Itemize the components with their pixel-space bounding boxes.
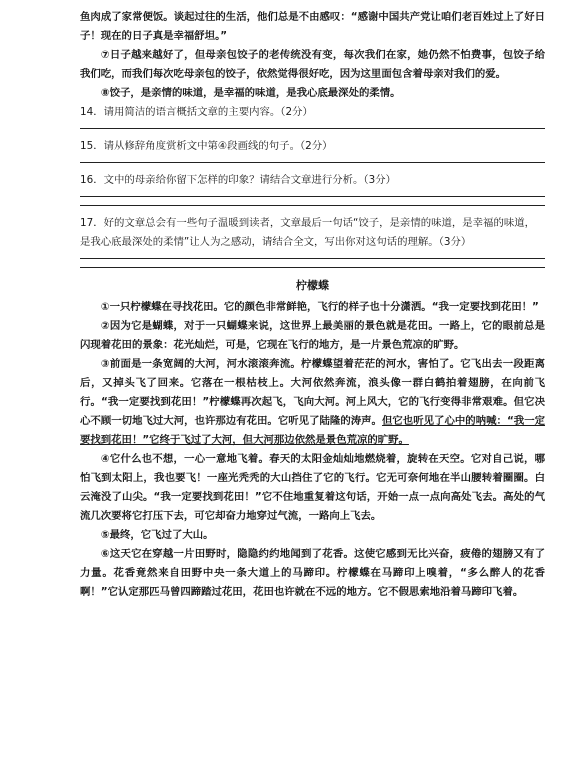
underlined-sentence: 但它也听见了心中的呐喊：“我一定要找到花田！”它终于飞过了大河，但大河那边依然是景色荒凉的旷野。 (80, 415, 546, 446)
article-paragraph-3 (80, 355, 545, 450)
answer-line-17b[interactable] (80, 267, 545, 268)
question-16: 16．文中的母亲给你留下怎样的印象？请结合文章进行分析。（3分） (80, 174, 396, 186)
paragraph-top-1: 鱼肉成了家常便饭。谈起过往的生活，他们总是不由感叹：“感谢中国共产党让咱们老百姓过上了好日子！现在的日子真是幸福舒坦。” (80, 11, 545, 42)
article-paragraph-2: ②因为它是蝴蝶，对于一只蝴蝶来说，这世界上最美丽的景色就是花田。一路上，它的眼前总是闪现着花田的景象：花光灿烂，可是，它现在飞行的地方，是一片景色荒凉的旷野。 (80, 320, 545, 351)
question-14: 14．请用简洁的语言概括文章的主要内容。（2分） (80, 106, 313, 118)
article-paragraph-6: ⑥这天它在穿越一片田野时，隐隐约约地闻到了花香。这使它感到无比兴奋，疲倦的翅膀又有了力量。花香竟然来自田野中央一条大道上的马蹄印。柠檬蝶在马蹄印上嗅着，“多么醉人的花香啊！”它认定那匹马曾四蹄踏过花田，花田也许就在不远的地方。它不假思索地沿着马蹄印飞着。 (80, 548, 545, 598)
paragraph-7: ⑦日子越来越好了，但母亲包饺子的老传统没有变，每次我们在家，她仍然不怕费事，包饺子给我们吃，而我们每次吃母亲包的饺子，依然觉得很好吃，因为这里面包含着母亲对我们的爱。 (80, 49, 545, 80)
answer-line-17a[interactable] (80, 258, 545, 259)
answer-line-16a[interactable] (80, 196, 545, 197)
article-paragraph-4: ④它什么也不想，一心一意地飞着。春天的太阳金灿灿地燃烧着，旋转在天空。它对自己说，哪怕飞到太阳上，我也要飞！一座光秃秃的大山挡住了它的飞行。它无可奈何地在半山腰转着圈圈。白云淹没了山尖。“我一定要找到花田！”它不住地重复着这句话，开始一点一点向高处飞去。高处的气流几次要将它打压下去，可它却奋力地穿过气流，一路向上飞去。 (80, 453, 545, 522)
article-paragraph-5: ⑤最终，它飞过了大山。 (100, 529, 214, 541)
article-paragraph-3-main: ③前面是一条宽阔的大河，河水滚滚奔流。柠檬蝶望着茫茫的河水，害怕了。它飞出去一段距离后，又掉头飞了回来。它落在一根枯枝上。大河依然奔流，浪头像一群白鹤拍着翅膀，在向前飞行。“我一定要找到花田！”柠檬蝶再次起飞，飞向大河。河上风大，它的飞行变得非常艰难。但它决心不顾一切地飞过大河，也许那边有花田。它听见了陆隆的涛声。 (80, 358, 545, 427)
answer-line-14[interactable] (80, 128, 545, 129)
question-17: 17．好的文章总会有一些句子温暖到读者，文章最后一句话“饺子，是亲情的味道，是幸福的味道，是我心底最深处的柔情”让人为之感动，请结合全文，写出你对这句话的理解。（3分） (80, 217, 536, 248)
answer-line-15[interactable] (80, 162, 545, 163)
paragraph-8: ⑧饺子，是亲情的味道，是幸福的味道，是我心底最深处的柔情。 (100, 87, 401, 99)
answer-line-16b[interactable] (80, 205, 545, 206)
article-paragraph-1: ①一只柠檬蝶在寻找花田。它的颜色非常鲜艳，飞行的样子也十分潇洒。“我一定要找到花田！” (100, 301, 539, 313)
article-title: 柠檬蝶 (296, 279, 329, 292)
question-15: 15．请从修辞角度赏析文中第④段画线的句子。（2分） (80, 140, 333, 152)
